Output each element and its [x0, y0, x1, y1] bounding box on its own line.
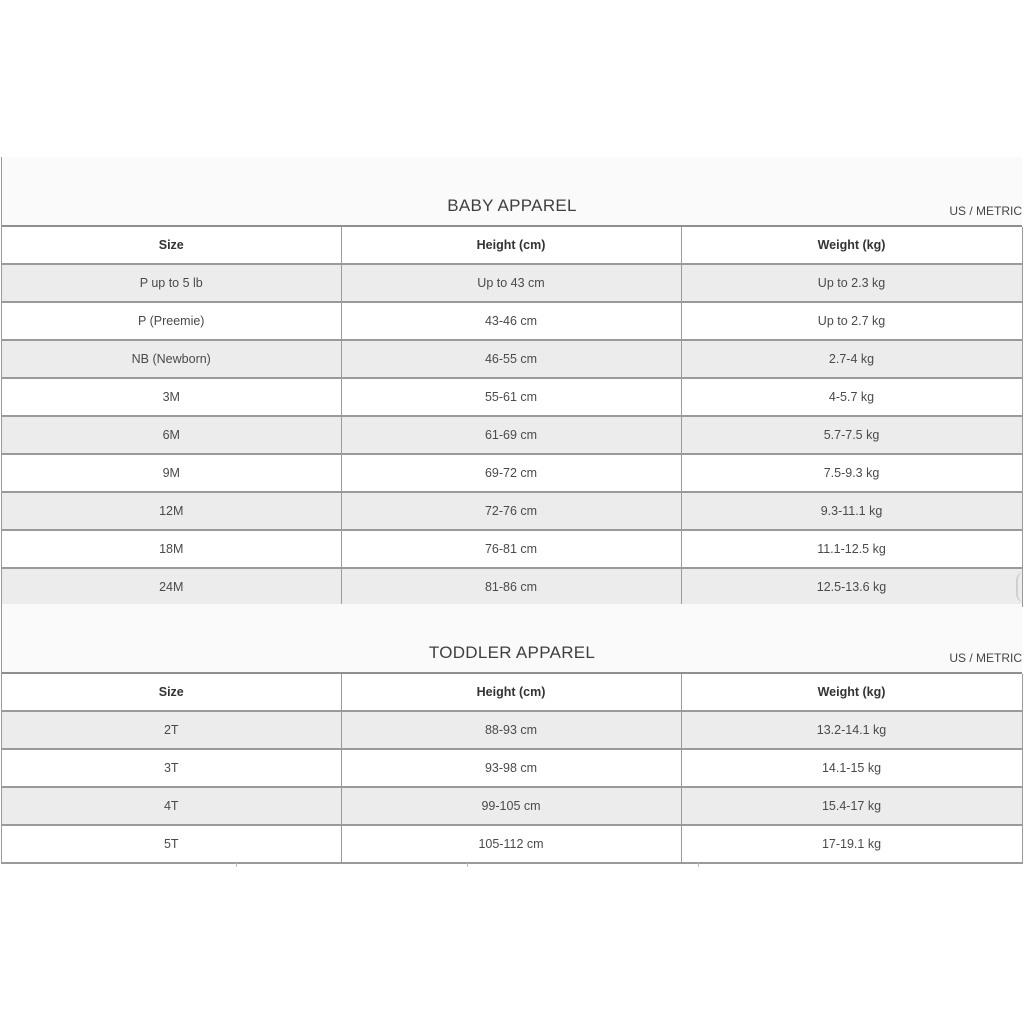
weight-cell: 4-5.7 kg [681, 378, 1022, 416]
height-cell: 88-93 cm [341, 711, 681, 749]
table-row [2, 302, 1022, 340]
size-cell: 5T [2, 825, 341, 863]
weight-cell: 14.1-15 kg [681, 749, 1022, 787]
toddler-unit-toggle[interactable]: US / METRIC [949, 651, 1022, 665]
height-cell: 93-98 cm [341, 749, 681, 787]
size-cell: 2T [2, 711, 341, 749]
height-cell: 46-55 cm [341, 340, 681, 378]
weight-cell: 15.4-17 kg [681, 787, 1022, 825]
size-cell: 6M [2, 416, 341, 454]
size-cell: 3M [2, 378, 341, 416]
height-cell: 72-76 cm [341, 492, 681, 530]
baby-apparel-section [1, 157, 1022, 607]
baby-section-header [2, 157, 1022, 227]
table-row [2, 264, 1022, 302]
weight-cell: 2.7-4 kg [681, 340, 1022, 378]
table-row [2, 787, 1022, 825]
table-header-row [2, 674, 1022, 711]
weight-cell: 5.7-7.5 kg [681, 416, 1022, 454]
weight-cell: 12.5-13.6 kg [681, 568, 1022, 606]
toddler-section-header [2, 604, 1022, 674]
size-cell: 24M [2, 568, 341, 606]
table-row [2, 340, 1022, 378]
table-row [2, 416, 1022, 454]
table-row [2, 749, 1022, 787]
size-cell: P up to 5 lb [2, 264, 341, 302]
table-header-row [2, 227, 1022, 264]
divider-tick [698, 863, 699, 867]
toddler-size-table [2, 674, 1023, 864]
height-cell: 99-105 cm [341, 787, 681, 825]
table-row [2, 454, 1022, 492]
toddler-section-title: TODDLER APPAREL [428, 643, 596, 662]
weight-cell: Up to 2.7 kg [681, 302, 1022, 340]
size-cell: 9M [2, 454, 341, 492]
size-cell: 4T [2, 787, 341, 825]
column-header-size: Size [2, 674, 341, 711]
table-row [2, 492, 1022, 530]
height-cell: 43-46 cm [341, 302, 681, 340]
weight-cell: Up to 2.3 kg [681, 264, 1022, 302]
baby-section-title: BABY APPAREL [447, 196, 577, 215]
baby-size-table [2, 227, 1023, 607]
column-header-size: Size [2, 227, 341, 264]
height-cell: Up to 43 cm [341, 264, 681, 302]
table-row [2, 711, 1022, 749]
weight-cell: 17-19.1 kg [681, 825, 1022, 863]
table-row [2, 568, 1022, 606]
size-cell: NB (Newborn) [2, 340, 341, 378]
size-cell: 3T [2, 749, 341, 787]
scroll-edge-indicator [1016, 572, 1024, 602]
weight-cell: 11.1-12.5 kg [681, 530, 1022, 568]
table-row [2, 530, 1022, 568]
weight-cell: 9.3-11.1 kg [681, 492, 1022, 530]
column-header-height: Height (cm) [341, 674, 681, 711]
size-cell: P (Preemie) [2, 302, 341, 340]
column-header-height: Height (cm) [341, 227, 681, 264]
height-cell: 105-112 cm [341, 825, 681, 863]
height-cell: 69-72 cm [341, 454, 681, 492]
height-cell: 76-81 cm [341, 530, 681, 568]
divider-tick [236, 863, 237, 867]
toddler-apparel-section [1, 604, 1022, 864]
size-cell: 18M [2, 530, 341, 568]
divider-tick [467, 863, 468, 867]
column-header-weight: Weight (kg) [681, 674, 1022, 711]
weight-cell: 13.2-14.1 kg [681, 711, 1022, 749]
height-cell: 61-69 cm [341, 416, 681, 454]
column-header-weight: Weight (kg) [681, 227, 1022, 264]
table-row [2, 825, 1022, 863]
size-cell: 12M [2, 492, 341, 530]
height-cell: 55-61 cm [341, 378, 681, 416]
weight-cell: 7.5-9.3 kg [681, 454, 1022, 492]
baby-unit-toggle[interactable]: US / METRIC [949, 204, 1022, 218]
height-cell: 81-86 cm [341, 568, 681, 606]
table-row [2, 378, 1022, 416]
